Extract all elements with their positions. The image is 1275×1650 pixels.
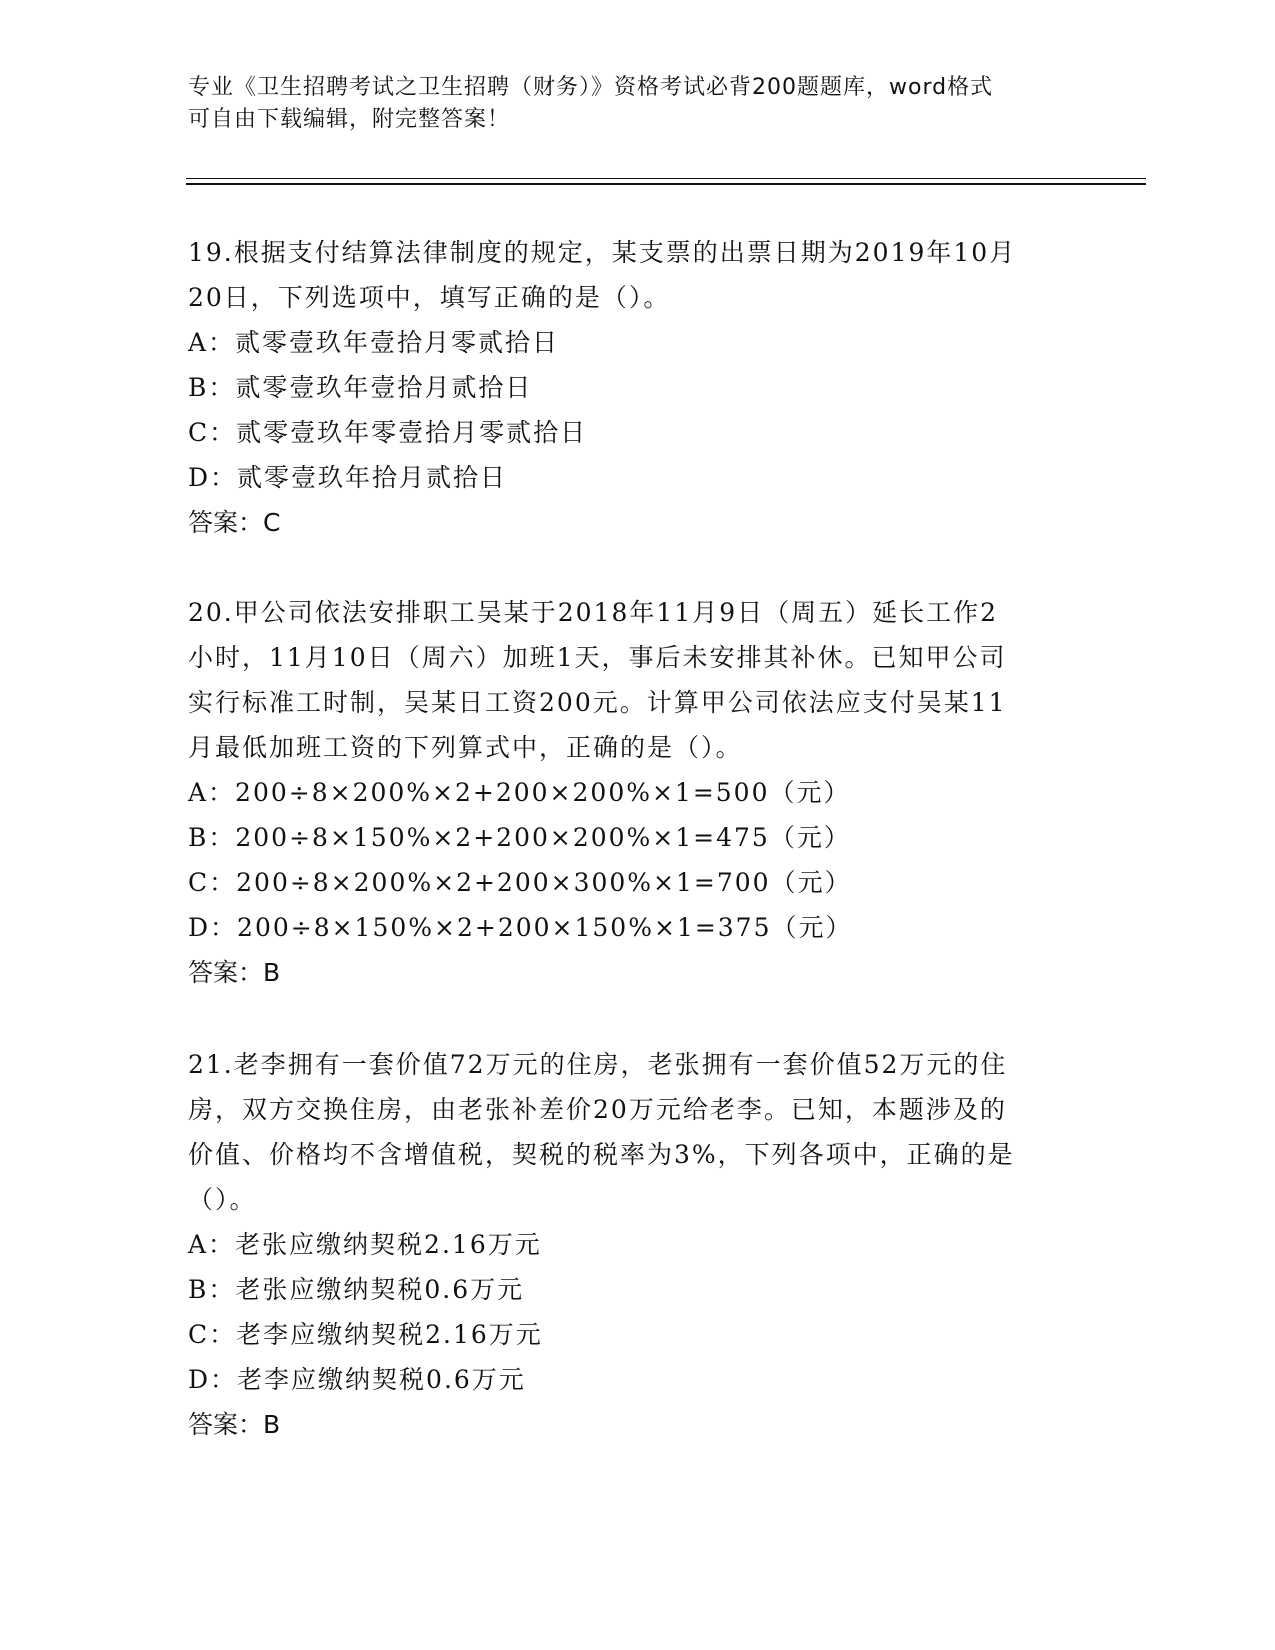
question-line: 月最低加班工资的下列算式中，正确的是（）。 [188,733,743,762]
question-line: 20.甲公司依法安排职工吴某于2018年11月9日（周五）延长工作2 [188,598,999,627]
option-c: C：200÷8×200%×2+200×300%×1=700（元） [188,868,852,897]
question-line: 21.老李拥有一套价值72万元的住房，老张拥有一套价值52万元的住 [188,1050,1008,1079]
question-line: 实行标准工时制，吴某日工资200元。计算甲公司依法应支付吴某11 [188,688,1007,717]
answer: 答案：C [188,508,281,537]
answer: 答案：B [188,958,281,987]
question-line: 房，双方交换住房，由老张补差价20万元给老李。已知，本题涉及的 [188,1095,1007,1124]
question-21 [188,1042,1088,1447]
question-line: 20日，下列选项中，填写正确的是（）。 [188,283,671,312]
option-b: B：200÷8×150%×2+200×200%×1=475（元） [188,823,851,852]
question-20 [188,590,1088,995]
header-divider-thin [186,178,1146,179]
question-line: 19.根据支付结算法律制度的规定，某支票的出票日期为2019年10月 [188,238,1017,267]
option-d: D：贰零壹玖年拾月贰拾日 [188,463,508,492]
question-line: 小时，11月10日（周六）加班1天，事后未安排其补休。已知甲公司 [188,643,1007,672]
question-19 [188,230,1088,545]
option-c: C：贰零壹玖年零壹拾月零贰拾日 [188,418,588,447]
answer: 答案：B [188,1410,281,1439]
option-d: D：200÷8×150%×2+200×150%×1=375（元） [188,913,853,942]
option-a: A：贰零壹玖年壹拾月零贰拾日 [188,328,560,357]
question-line: 价值、价格均不含增值税，契税的税率为3%，下列各项中，正确的是 [188,1140,1015,1169]
document-header [188,72,1068,136]
option-d: D：老李应缴纳契税0.6万元 [188,1365,526,1394]
header-line-1: 专业《卫生招聘考试之卫生招聘（财务）》资格考试必背200题题库，word格式 [188,75,994,100]
option-a: A：200÷8×200%×2+200×200%×1=500（元） [188,778,851,807]
option-a: A：老张应缴纳契税2.16万元 [188,1230,542,1259]
header-line-2: 可自由下载编辑，附完整答案！ [188,107,511,132]
option-b: B：老张应缴纳契税0.6万元 [188,1275,525,1304]
option-b: B：贰零壹玖年壹拾月贰拾日 [188,373,533,402]
question-line: （）。 [188,1185,257,1214]
header-divider-thick [186,183,1146,185]
option-c: C：老李应缴纳契税2.16万元 [188,1320,543,1349]
